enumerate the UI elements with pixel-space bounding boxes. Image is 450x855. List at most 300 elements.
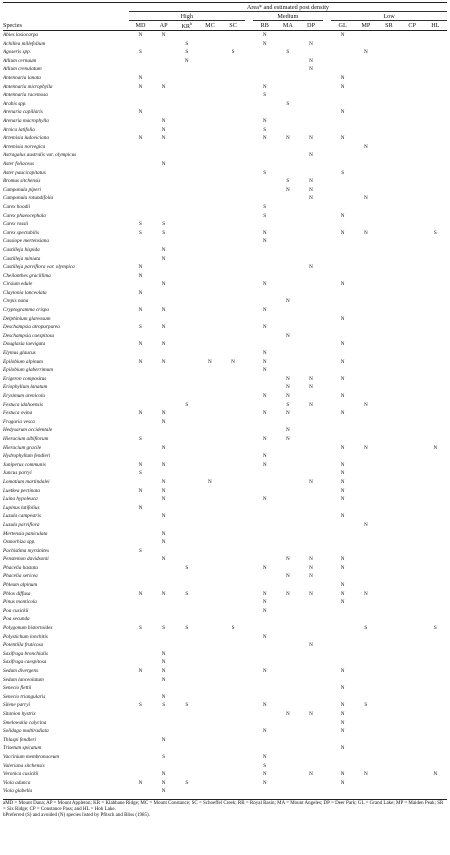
cell-rb: [253, 736, 276, 745]
cell-dp: [299, 633, 322, 642]
cell-sr: [377, 194, 400, 203]
group-gap-cell: [323, 418, 332, 427]
cell-rb: N: [262, 590, 267, 597]
cell-mc: [198, 693, 221, 702]
table-row: [3, 770, 447, 779]
cell-dp: [299, 160, 322, 169]
cell-mc: [198, 753, 221, 762]
group-gap-cell: [323, 719, 332, 728]
group-gap-cell: [323, 598, 332, 607]
cell-ma: [276, 31, 299, 40]
group-gap-cell: [323, 340, 332, 349]
species-name-cell: Luzula parviflora: [3, 521, 40, 528]
cell-dp: [299, 598, 322, 607]
cell-sr: [377, 495, 400, 504]
cell-dp: [299, 676, 322, 685]
cell-sr: [377, 289, 400, 298]
cell-gl: N: [340, 719, 345, 726]
cell-ma: N: [285, 135, 290, 142]
cell-kr: [175, 744, 198, 753]
cell-gl: [331, 693, 354, 702]
group-gap-cell: [323, 48, 332, 57]
cell-sr: [377, 48, 400, 57]
cell-rb: [253, 401, 276, 410]
cell-rb: [253, 246, 276, 255]
cell-md: [129, 169, 152, 178]
cell-kr: S: [185, 564, 189, 571]
cell-mp: [354, 495, 377, 504]
cell-mc: [198, 512, 221, 521]
cell-mc: [198, 444, 221, 453]
cell-mp: [354, 160, 377, 169]
table-row: [3, 452, 447, 461]
cell-cp: [401, 418, 424, 427]
cell-sr: [377, 701, 400, 710]
cell-sc: [221, 289, 244, 298]
group-gap-cell: [323, 272, 332, 281]
group-gap-cell: [323, 83, 332, 92]
group-gap-cell: [323, 91, 332, 100]
cell-md: [129, 297, 152, 306]
cell-cp: [401, 641, 424, 650]
cell-mp: [354, 315, 377, 324]
cell-dp: N: [309, 178, 313, 185]
cell-sc: [221, 383, 244, 392]
cell-kr: [175, 91, 198, 100]
cell-rb: N: [262, 771, 267, 778]
species-name-cell: Viola glabella: [3, 788, 33, 795]
group-gap-cell: [245, 203, 254, 212]
cell-rb: [253, 538, 276, 547]
cell-sr: [377, 358, 400, 367]
cell-cp: [401, 538, 424, 547]
cell-kr: [175, 658, 198, 667]
cell-md: [129, 478, 152, 487]
table-body: [3, 31, 447, 796]
table-row: [3, 727, 447, 736]
cell-kr: [175, 255, 198, 264]
species-name-cell: Crepis nana: [3, 298, 29, 305]
group-gap-cell: [245, 315, 254, 324]
cell-hl: [424, 255, 447, 264]
cell-md: [129, 736, 152, 745]
group-gap-cell: [245, 727, 254, 736]
cell-sc: S: [231, 49, 235, 56]
cell-rb: [253, 186, 276, 195]
group-gap-cell: [323, 478, 332, 487]
cell-mp: [354, 452, 377, 461]
cell-mp: [354, 581, 377, 590]
cell-hl: [424, 272, 447, 281]
cell-sr: [377, 203, 400, 212]
cell-mc: [198, 641, 221, 650]
cell-gl: [331, 48, 354, 57]
table-row: [3, 108, 447, 117]
cell-ap: [152, 469, 175, 478]
cell-ma: [276, 598, 299, 607]
species-name-cell: Sitanion hystrix: [3, 710, 36, 717]
cell-dp: N: [309, 66, 313, 73]
cell-mp: [354, 435, 377, 444]
cell-mp: [354, 40, 377, 49]
species-name-cell: Carex rossii: [3, 221, 29, 228]
cell-gl: N: [340, 358, 345, 365]
cell-ap: [152, 297, 175, 306]
cell-hl: [424, 323, 447, 332]
cell-md: [129, 676, 152, 685]
cell-gl: [331, 452, 354, 461]
cell-ma: [276, 57, 299, 66]
cell-sr: [377, 478, 400, 487]
table-row: [3, 461, 447, 470]
cell-rb: [253, 641, 276, 650]
cell-mp: [354, 91, 377, 100]
species-name-cell: Aster paucicapitatus: [3, 169, 46, 176]
cell-mc: [198, 108, 221, 117]
cell-gl: [331, 160, 354, 169]
cell-mc: [198, 160, 221, 169]
cell-ma: [276, 246, 299, 255]
cell-mc: [198, 57, 221, 66]
cell-mp: N: [363, 590, 368, 597]
table-row: [3, 349, 447, 358]
cell-cp: [401, 461, 424, 470]
cell-hl: [424, 74, 447, 83]
table-row: [3, 237, 447, 246]
group-gap-cell: [245, 641, 254, 650]
cell-hl: [424, 426, 447, 435]
cell-rb: [253, 177, 276, 186]
table-row: [3, 581, 447, 590]
cell-rb: [253, 194, 276, 203]
cell-cp: [401, 727, 424, 736]
cell-md: [129, 727, 152, 736]
column-header-ma: MA: [276, 21, 299, 31]
cell-sr: [377, 383, 400, 392]
cell-sc: [221, 676, 244, 685]
group-high-label: High: [129, 12, 245, 21]
group-gap-cell: [245, 375, 254, 384]
cell-rb: [253, 65, 276, 74]
cell-ap: [152, 91, 175, 100]
group-gap-cell: [323, 186, 332, 195]
cell-sr: [377, 418, 400, 427]
species-name-cell: Trisetum spicatum: [3, 745, 42, 752]
cell-sc: [221, 598, 244, 607]
cell-gl: [331, 220, 354, 229]
group-gap-cell: [245, 512, 254, 521]
column-header-sr: SR: [377, 21, 400, 31]
cell-sr: [377, 375, 400, 384]
cell-dp: [299, 469, 322, 478]
cell-mc: [198, 469, 221, 478]
cell-ap: N: [161, 255, 166, 262]
cell-ap: N: [161, 668, 166, 674]
cell-sc: [221, 701, 244, 710]
species-name-cell: Phacelia sericea: [3, 573, 38, 580]
cell-sr: [377, 151, 400, 160]
table-row: [3, 160, 447, 169]
cell-rb: [253, 375, 276, 384]
cell-sc: [221, 203, 244, 212]
group-gap-cell: [245, 779, 254, 788]
species-name-cell: Arenaria capillaris: [3, 109, 43, 116]
group-gap-cell: [245, 65, 254, 74]
cell-md: [129, 444, 152, 453]
cell-dp: [299, 332, 322, 341]
cell-ma: N: [285, 556, 290, 563]
cell-hl: [424, 667, 447, 676]
cell-rb: [253, 504, 276, 513]
cell-rb: N: [262, 135, 267, 142]
cell-gl: N: [340, 685, 345, 692]
cell-hl: [424, 530, 447, 539]
cell-mp: [354, 572, 377, 581]
cell-ma: N: [285, 393, 290, 399]
cell-md: N: [138, 461, 143, 468]
cell-cp: [401, 169, 424, 178]
cell-cp: [401, 564, 424, 573]
group-gap-cell: [245, 126, 254, 135]
cell-md: [129, 401, 152, 410]
cell-rb: [253, 658, 276, 667]
cell-hl: [424, 572, 447, 581]
cell-sc: [221, 280, 244, 289]
cell-mp: [354, 779, 377, 788]
cell-sc: [221, 461, 244, 470]
cell-hl: [424, 108, 447, 117]
column-header-sc: SC: [221, 21, 244, 31]
cell-md: N: [138, 779, 143, 786]
cell-ma: [276, 684, 299, 693]
cell-cp: [401, 572, 424, 581]
cell-kr: [175, 426, 198, 435]
cell-gl: N: [340, 745, 345, 752]
cell-cp: [401, 435, 424, 444]
cell-ma: [276, 452, 299, 461]
cell-mc: [198, 650, 221, 659]
cell-sr: [377, 487, 400, 496]
group-gap-cell: [245, 186, 254, 195]
cell-sc: [221, 426, 244, 435]
cell-ma: N: [285, 186, 290, 193]
group-gap-cell: [323, 538, 332, 547]
cell-rb: [253, 340, 276, 349]
group-gap-cell: [245, 160, 254, 169]
cell-hl: [424, 409, 447, 418]
species-name-cell: Astragalus australis var. olympicus: [3, 152, 77, 159]
cell-sc: [221, 117, 244, 126]
group-gap-cell: [323, 779, 332, 788]
cell-ap: N: [161, 418, 166, 425]
cell-kr: [175, 151, 198, 160]
cell-kr: N: [184, 57, 189, 64]
group-gap-cell: [245, 676, 254, 685]
cell-kr: [175, 418, 198, 427]
species-name-cell: Deschampsia atropurpurea: [3, 324, 60, 331]
cell-ap: [152, 684, 175, 693]
cell-sc: [221, 246, 244, 255]
cell-mp: [354, 461, 377, 470]
cell-md: [129, 598, 152, 607]
cell-sc: [221, 57, 244, 66]
cell-hl: [424, 160, 447, 169]
cell-md: N: [138, 32, 143, 39]
cell-sc: [221, 31, 244, 40]
cell-mp: [354, 753, 377, 762]
cell-mp: [354, 349, 377, 358]
cell-gl: N: [340, 32, 345, 39]
cell-ap: [152, 315, 175, 324]
cell-ap: N: [161, 160, 166, 167]
cell-md: N: [138, 83, 143, 90]
cell-hl: [424, 169, 447, 178]
cell-ap: S: [162, 221, 166, 228]
cell-sc: [221, 547, 244, 556]
cell-mc: [198, 48, 221, 57]
table-row: [3, 426, 447, 435]
group-gap-cell: [245, 280, 254, 289]
cell-hl: [424, 246, 447, 255]
cell-mc: [198, 538, 221, 547]
cell-cp: [401, 530, 424, 539]
species-name-cell: Elymus glaucus: [3, 350, 36, 357]
cell-kr: [175, 143, 198, 152]
cell-md: [129, 581, 152, 590]
cell-hl: [424, 693, 447, 702]
cell-dp: [299, 684, 322, 693]
species-name-cell: Artemisia ludoviciana: [3, 135, 49, 142]
footnote-b: bPreferred (S) and avoided (N) species listed by Pfitsch and Bliss (1985).: [3, 813, 150, 819]
cell-cp: [401, 762, 424, 771]
cell-mc: [198, 727, 221, 736]
cell-kr: [175, 710, 198, 719]
cell-cp: [401, 512, 424, 521]
table-row: [3, 624, 447, 633]
cell-gl: [331, 641, 354, 650]
cell-rb: [253, 160, 276, 169]
cell-kr: [175, 478, 198, 487]
cell-dp: [299, 315, 322, 324]
cell-hl: [424, 564, 447, 573]
cell-md: [129, 160, 152, 169]
cell-md: [129, 315, 152, 324]
group-gap-cell: [245, 297, 254, 306]
cell-dp: [299, 547, 322, 556]
cell-mc: [198, 177, 221, 186]
cell-hl: [424, 487, 447, 496]
cell-sc: [221, 272, 244, 281]
cell-cp: [401, 48, 424, 57]
cell-sc: [221, 633, 244, 642]
cell-cp: [401, 452, 424, 461]
cell-mp: [354, 710, 377, 719]
group-gap-cell: [245, 452, 254, 461]
cell-cp: [401, 177, 424, 186]
cell-gl: N: [340, 590, 345, 597]
cell-sr: [377, 624, 400, 633]
cell-dp: [299, 512, 322, 521]
group-gap-cell: [323, 787, 332, 796]
species-density-table: [3, 2, 447, 796]
cell-md: [129, 366, 152, 375]
group-gap-cell: [323, 727, 332, 736]
cell-hl: [424, 383, 447, 392]
cell-sr: [377, 401, 400, 410]
cell-hl: [424, 590, 447, 599]
table-row: [3, 375, 447, 384]
cell-sc: [221, 100, 244, 109]
cell-sr: [377, 229, 400, 238]
group-gap-cell: [323, 40, 332, 49]
cell-ap: N: [161, 444, 166, 451]
cell-rb: N: [262, 393, 267, 399]
cell-rb: [253, 220, 276, 229]
cell-rb: [253, 676, 276, 685]
cell-gl: N: [340, 83, 345, 90]
cell-cp: [401, 289, 424, 298]
cell-ma: N: [285, 427, 290, 434]
cell-kr: [175, 349, 198, 358]
cell-ma: [276, 272, 299, 281]
cell-mc: [198, 624, 221, 633]
cell-ma: [276, 126, 299, 135]
cell-hl: [424, 779, 447, 788]
species-name-cell: Juncus parryi: [3, 470, 32, 477]
cell-sc: [221, 134, 244, 143]
cell-mp: [354, 340, 377, 349]
group-gap-cell: [245, 263, 254, 272]
group-gap-cell: [323, 701, 332, 710]
cell-dp: N: [309, 186, 313, 193]
cell-sc: [221, 693, 244, 702]
cell-hl: [424, 452, 447, 461]
group-gap-cell: [323, 547, 332, 556]
cell-gl: [331, 57, 354, 66]
cell-dp: [299, 212, 322, 221]
cell-md: S: [139, 229, 142, 236]
column-header-mc: MC: [198, 21, 221, 31]
cell-md: N: [138, 272, 143, 279]
cell-ma: [276, 358, 299, 367]
table-row: [3, 203, 447, 212]
group-gap-cell: [323, 358, 332, 367]
cell-gl: N: [340, 582, 345, 589]
group-low-label: Low: [331, 12, 447, 21]
cell-ma: [276, 315, 299, 324]
cell-gl: [331, 332, 354, 341]
table-row: [3, 212, 447, 221]
cell-cp: [401, 315, 424, 324]
cell-kr: [175, 598, 198, 607]
cell-md: N: [138, 135, 143, 142]
cell-rb: [253, 547, 276, 556]
cell-sr: [377, 727, 400, 736]
cell-rb: [253, 426, 276, 435]
cell-dp: [299, 229, 322, 238]
cell-cp: [401, 194, 424, 203]
group-gap-cell: [323, 521, 332, 530]
species-name-cell: Arabis spp.: [3, 100, 27, 107]
cell-mp: [354, 530, 377, 539]
cell-mp: [354, 650, 377, 659]
cell-dp: N: [309, 556, 313, 563]
cell-dp: N: [309, 264, 313, 271]
cell-hl: [424, 753, 447, 762]
table-row: [3, 100, 447, 109]
cell-mp: [354, 255, 377, 264]
cell-hl: [424, 306, 447, 315]
